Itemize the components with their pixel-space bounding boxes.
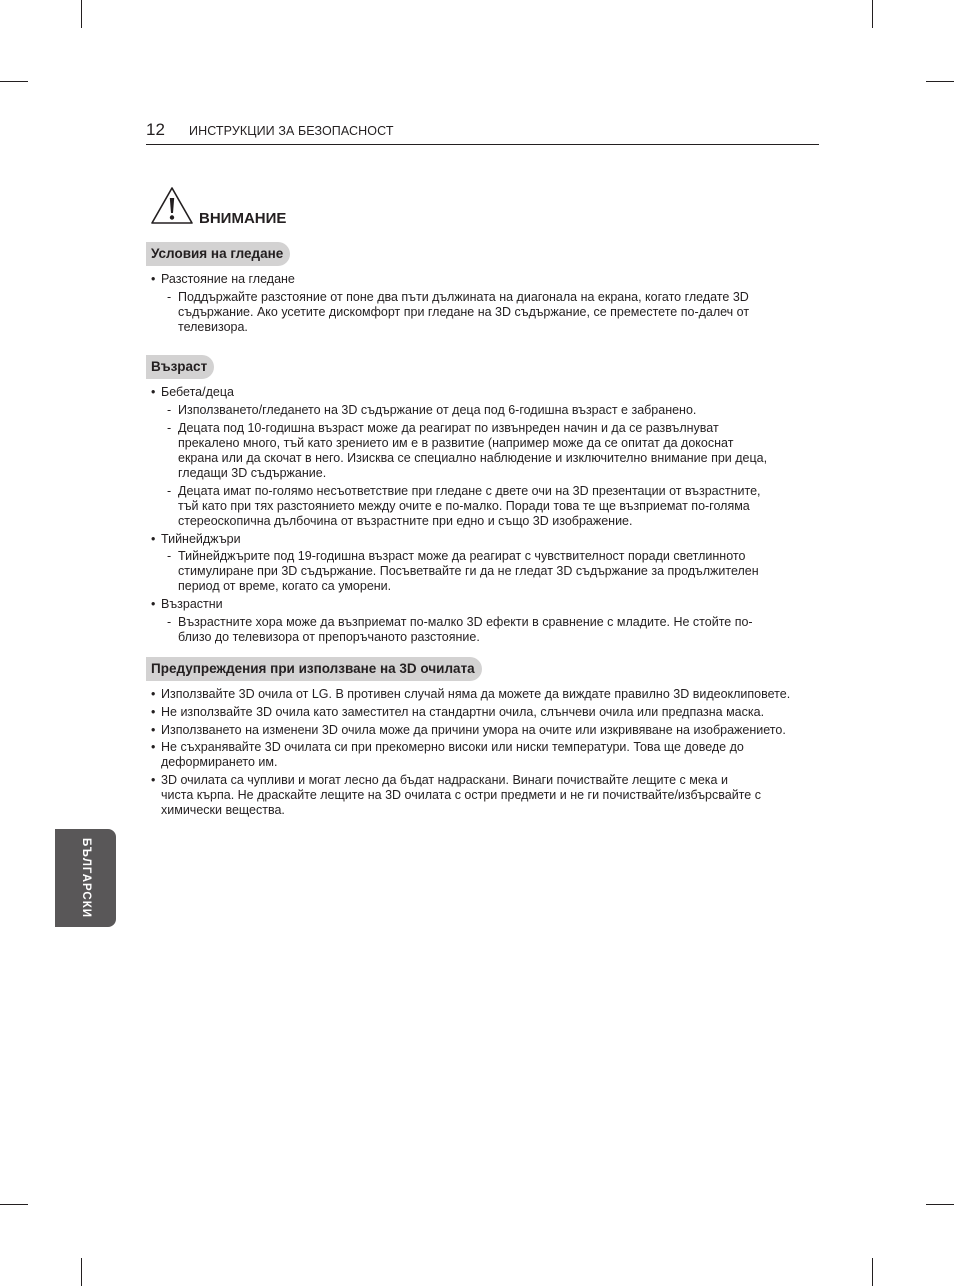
warning-title: ВНИМАНИЕ — [199, 210, 287, 227]
section-title-viewing: Условия на гледане — [146, 242, 290, 266]
list-item: Възрастни — [161, 597, 223, 611]
dash-icon: - — [167, 549, 172, 563]
bullet-icon: • — [151, 272, 156, 286]
dash-icon: - — [167, 290, 172, 304]
list-item: химически вещества. — [161, 803, 285, 817]
dash-icon: - — [167, 403, 172, 417]
crop-mark — [0, 81, 28, 82]
sub-list-item: екрана или да скочат в него. Изисква се специално наблюдение и изключително внимание при деца, — [178, 451, 768, 465]
bullet-icon: • — [151, 773, 156, 787]
list-item: Разстояние на гледане — [161, 272, 295, 286]
bullet-icon: • — [151, 687, 156, 701]
sub-list-item: стимулиране при 3D съдържание. Посъветвайте ги да не гледат 3D съдържание за продължителен — [178, 564, 759, 578]
bullet-icon: • — [151, 705, 156, 719]
list-item: Бебета/деца — [161, 385, 234, 399]
dash-icon: - — [167, 615, 172, 629]
section-title-glasses: Предупреждения при използване на 3D очилата — [146, 657, 482, 681]
list-item: 3D очилата са чупливи и могат лесно да бъдат надраскани. Винаги почиствайте лещите с мека и — [161, 773, 728, 787]
sub-list-item: Възрастните хора може да възприемат по-малко 3D ефекти в сравнение с младите. Не стойте по- — [178, 615, 753, 629]
crop-mark — [926, 1204, 954, 1205]
sub-list-item: близо до телевизора от препоръчаното разстояние. — [178, 630, 480, 644]
page-number: 12 — [146, 120, 165, 139]
crop-mark — [872, 1258, 873, 1286]
sub-list-item: тъй като при тях разстоянието между очите е по-малко. Поради това те ще възприемат по-голяма — [178, 499, 750, 513]
warning-triangle-icon — [150, 186, 194, 226]
list-item: Използването на изменени 3D очила може да причини умора на очите или изкривяване на изображението. — [161, 723, 786, 737]
sub-list-item: съдържание. Ако усетите дискомфорт при гледане на 3D съдържание, се преместете по-далеч от — [178, 305, 750, 319]
section-title-age: Възраст — [146, 355, 214, 379]
header-title: ИНСТРУКЦИИ ЗА БЕЗОПАСНОСТ — [189, 124, 394, 138]
language-side-tab-label: БЪЛГАРСКИ — [80, 838, 92, 918]
bullet-icon: • — [151, 723, 156, 737]
dash-icon: - — [167, 421, 172, 435]
list-item: деформирането им. — [161, 755, 278, 769]
sub-list-item: стереоскопична дълбочина от възрастните при едно и също 3D изображение. — [178, 514, 633, 528]
bullet-icon: • — [151, 740, 156, 754]
list-item: Тийнейджъри — [161, 532, 241, 546]
crop-mark — [81, 0, 82, 28]
sub-list-item: Децата под 10-годишна възраст може да реагират по извънреден начин и да се развълнуват — [178, 421, 719, 435]
crop-mark — [0, 1204, 28, 1205]
sub-list-item: гледащи 3D съдържание. — [178, 466, 327, 480]
crop-mark — [872, 0, 873, 28]
sub-list-item: Използването/гледането на 3D съдържание от деца под 6-годишна възраст е забранено. — [178, 403, 697, 417]
bullet-icon: • — [151, 385, 156, 399]
bullet-icon: • — [151, 532, 156, 546]
sub-list-item: Децата имат по-голямо несъответствие при гледане с двете очи на 3D презентации от възрастните, — [178, 484, 761, 498]
list-item: Не съхранявайте 3D очилата си при прекомерно високи или ниски температури. Това ще доведе до — [161, 740, 744, 754]
sub-list-item: Тийнейджърите под 19-годишна възраст може да реагират с чувствителност поради светлинното — [178, 549, 746, 563]
sub-list-item: период от време, когато са уморени. — [178, 579, 392, 593]
crop-mark — [926, 81, 954, 82]
list-item: Използвайте 3D очила от LG. В противен случай няма да можете да виждате правилно 3D видеоклиповете. — [161, 687, 791, 701]
crop-mark — [81, 1258, 82, 1286]
list-item: Не използвайте 3D очила като заместител на стандартни очила, слънчеви очила или предпазна маска. — [161, 705, 765, 719]
list-item: чиста кърпа. Не драскайте лещите на 3D очилата с остри предмети и не ги почиствайте/избърсвайте с — [161, 788, 761, 802]
header-rule — [146, 144, 819, 145]
dash-icon: - — [167, 484, 172, 498]
sub-list-item: Поддържайте разстояние от поне два пъти дължината на диагонала на екрана, когато гледате 3D — [178, 290, 749, 304]
bullet-icon: • — [151, 597, 156, 611]
sub-list-item: прекалено много, тъй като зрението им е в развитие (например може да се опитат да докоснат — [178, 436, 734, 450]
sub-list-item: телевизора. — [178, 320, 248, 334]
